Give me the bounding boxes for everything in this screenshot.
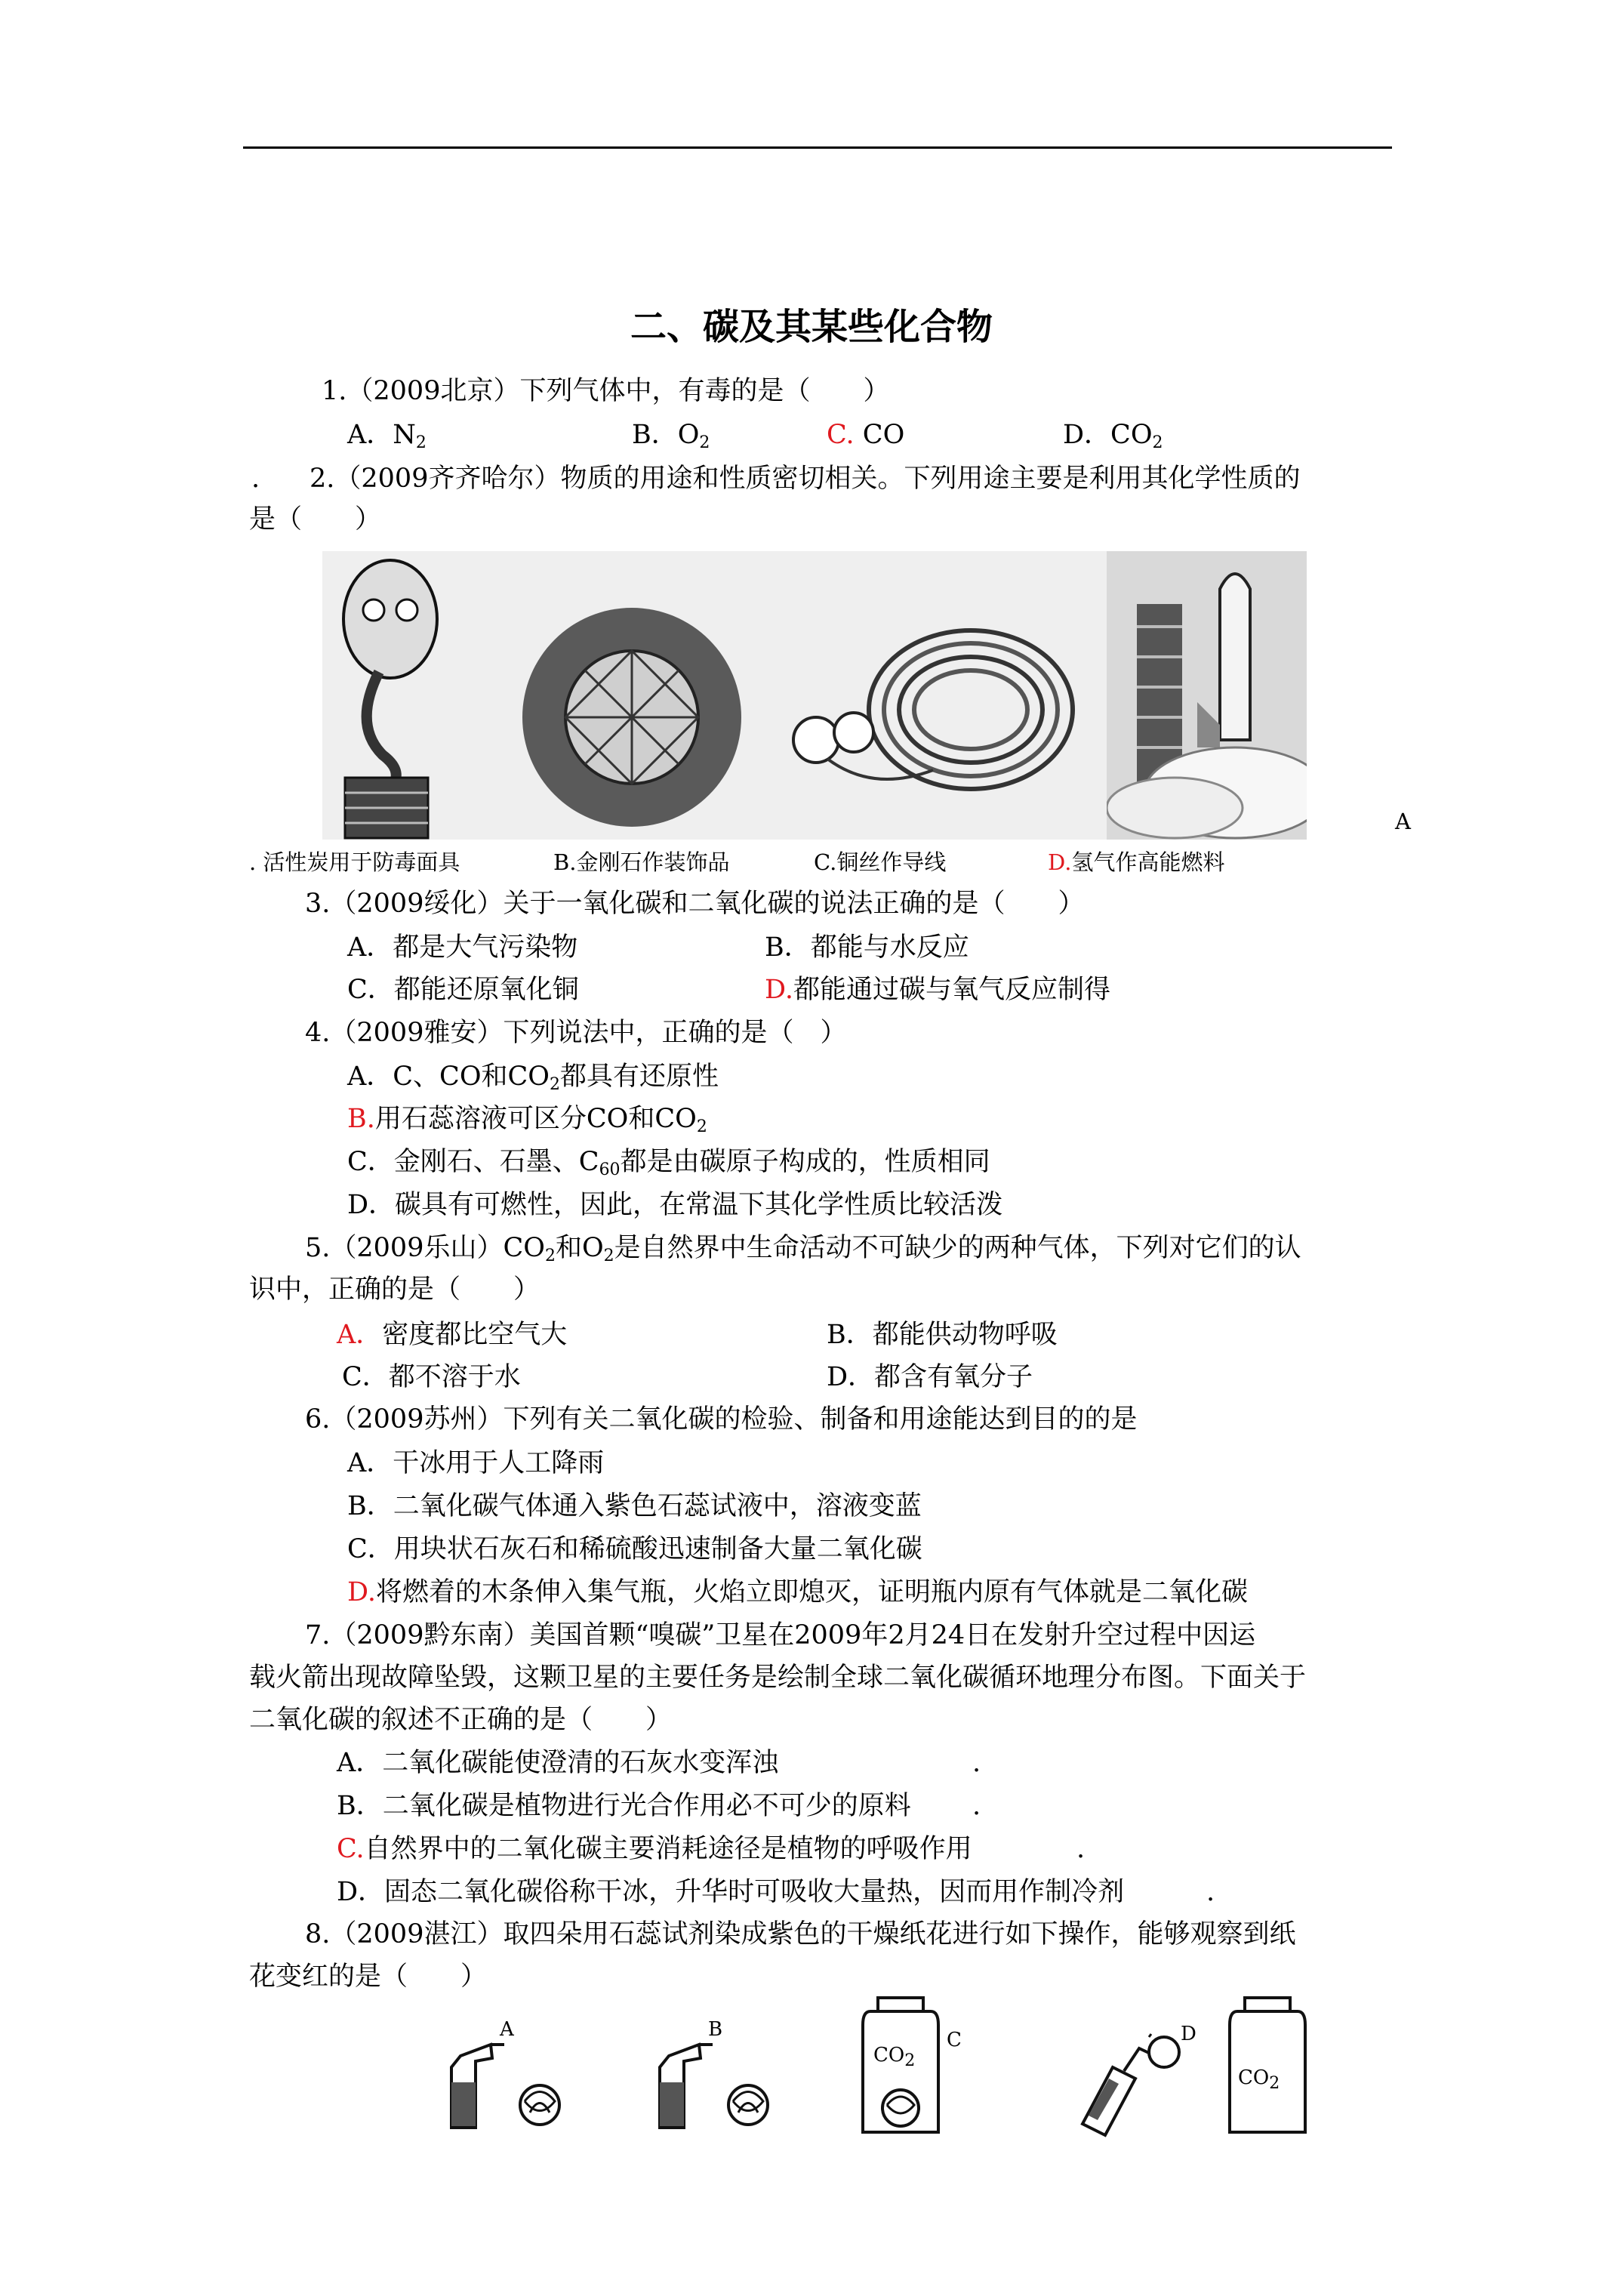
q2-caption-d: D.氢气作高能燃料 (1048, 849, 1225, 875)
q3-option-d: D.都能通过碳与氧气反应制得 (765, 975, 1110, 1005)
q3-option-a: A．都是大气污染物 (347, 932, 578, 963)
q2-caption-b: B.金刚石作装饰品 (553, 849, 730, 875)
q8-label-a: A (500, 2018, 514, 2041)
q1-option-d: D．$CO_2$ (1063, 420, 1163, 452)
q8-label-c: C (947, 2029, 962, 2051)
q3-stem: 3.（2009绥化）关于一氧化碳和二氧化碳的说法正确的是（ ） (305, 889, 1085, 919)
q7-option-c-dot: . (1076, 1834, 1086, 1864)
q2-stem-line2: 是（ ） (249, 504, 382, 535)
q5-option-c: C．都不溶于水 (342, 1362, 521, 1392)
q4-stem: 4.（2009雅安）下列说法中，正确的是（ ） (305, 1018, 847, 1048)
q6-stem: 6.（2009苏州）下列有关二氧化碳的检验、制备和用途能达到目的的是 (305, 1404, 1138, 1435)
q1-stem: 1.（2009北京）下列气体中，有毒的是（ ） (322, 376, 890, 406)
q8-label-d: D (1181, 2023, 1196, 2045)
q2-dot: . (251, 464, 260, 494)
header-rule (243, 146, 1392, 149)
q5-stem-line1: 5.（2009乐山）$CO_2$和$O_2$是自然界中生命活动不可缺少的两种气体，下列对它们的认 (305, 1233, 1301, 1265)
q2-trailing-a: A (1395, 809, 1411, 834)
q8-jar-d-co2: $CO_2$ (1238, 2066, 1280, 2093)
q8-stem-line2: 花变红的是（ ） (249, 1962, 488, 1992)
page-title: 二、碳及其某些化合物 (630, 306, 993, 348)
q2-caption-a: . 活性炭用于防毒面具 (249, 849, 460, 875)
q6-option-c: C．用块状石灰石和稀硫酸迅速制备大量二氧化碳 (347, 1534, 922, 1564)
copper-wire-image (782, 596, 1084, 838)
q6-option-d: D.将燃着的木条伸入集气瓶，火焰立即熄灭，证明瓶内原有气体就是二氧化碳 (347, 1577, 1248, 1607)
q8-figure-d-spray-flower (1075, 2014, 1181, 2143)
q1-option-c: C. CO (827, 420, 905, 450)
gas-mask-image (322, 551, 504, 840)
q3-option-c: C．都能还原氧化铜 (347, 975, 579, 1005)
q6-option-b: B．二氧化碳气体通入紫色石蕊试液中，溶液变蓝 (347, 1491, 922, 1521)
q5-stem-line2: 识中，正确的是（ ） (249, 1274, 540, 1305)
q7-option-b-dot: . (972, 1791, 981, 1821)
q8-figure-a-spray-flower (445, 2014, 589, 2135)
q7-option-b: B．二氧化碳是植物进行光合作用必不可少的原料 (337, 1791, 911, 1821)
q8-label-b: B (708, 2018, 723, 2041)
q6-option-a: A．干冰用于人工降雨 (347, 1448, 605, 1478)
q7-option-d: D．固态二氧化碳俗称干冰，升华时可吸收大量热，因而用作制冷剂 (337, 1877, 1125, 1907)
q7-stem-line2: 载火箭出现故障坠毁，这颗卫星的主要任务是绘制全球二氧化碳循环地理分布图。下面关于 (249, 1663, 1307, 1693)
q5-option-a: A．密度都比空气大 (337, 1320, 568, 1350)
q1-option-a: A．$N_2$ (347, 420, 427, 452)
q5-option-b: B．都能供动物呼吸 (827, 1320, 1058, 1350)
q8-jar-c-co2: $CO_2$ (873, 2044, 916, 2070)
diamond-image (507, 596, 756, 838)
q4-option-c: C．金刚石、石墨、$C_{60}$都是由碳原子构成的，性质相同 (347, 1147, 990, 1179)
q4-option-b: B.用石蕊溶液可区分CO和$CO_2$ (347, 1104, 707, 1136)
q2-caption-c: C.铜丝作导线 (814, 849, 947, 875)
q5-option-d: D．都含有氧分子 (827, 1362, 1033, 1392)
q1-option-b: B．$O_2$ (632, 420, 710, 452)
q7-stem-line3: 二氧化碳的叙述不正确的是（ ） (249, 1705, 673, 1735)
q3-option-b: B．都能与水反应 (765, 932, 969, 963)
rocket-launch-image (1107, 551, 1307, 840)
q8-figure-b-spray-flower (654, 2014, 797, 2135)
q7-option-c: C.自然界中的二氧化碳主要消耗途径是植物的呼吸作用 (337, 1834, 972, 1864)
q4-option-a: A．C、CO和$CO_2$都具有还原性 (347, 1062, 719, 1094)
q7-option-a: A．二氧化碳能使澄清的石灰水变浑浊 (337, 1748, 779, 1778)
q2-stem-line1: 2.（2009齐齐哈尔）物质的用途和性质密切相关。下列用途主要是利用其化学性质的 (310, 464, 1301, 494)
q7-stem-line1: 7.（2009黔东南）美国首颗“嗅碳”卫星在2009年2月24日在发射升空过程中因运 (305, 1620, 1256, 1650)
q8-stem-line1: 8.（2009湛江）取四朵用石蕊试剂染成紫色的干燥纸花进行如下操作，能够观察到纸 (305, 1919, 1296, 1949)
q4-option-d: D．碳具有可燃性，因此，在常温下其化学性质比较活泼 (347, 1190, 1003, 1220)
q7-option-a-dot: . (972, 1748, 981, 1778)
q7-option-d-dot: . (1206, 1877, 1215, 1907)
